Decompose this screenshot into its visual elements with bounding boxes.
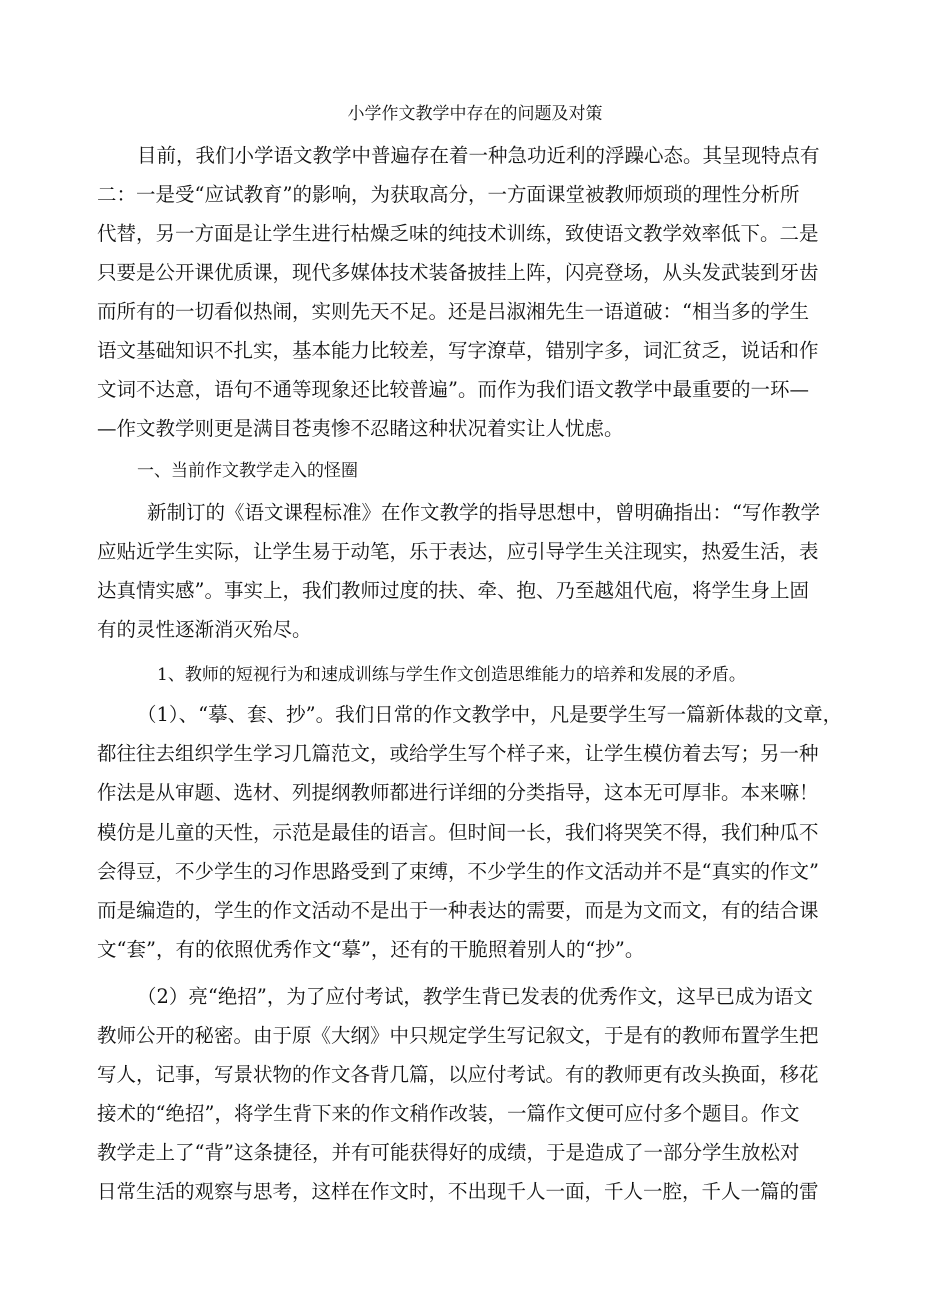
text-line: 会得豆，不少学生的习作思路受到了束缚，不少学生的作文活动并不是“真实的作文” [97,860,819,883]
text-line: 二：一是受“应试教育”的影响，为获取高分，一方面课堂被教师烦琐的理性分析所 [97,183,800,206]
text-line: 新制订的《语文课程标准》在作文教学的指导思想中，曾明确指出：“写作教学 [147,501,820,524]
subsection-heading: 1、教师的短视行为和速成训练与学生作文创造思维能力的培养和发展的矛盾。 [157,665,746,685]
section-heading: 一、当前作文教学走入的怪圈 [137,461,358,481]
text-line: 目前，我们小学语文教学中普遍存在着一种急功近利的浮躁心态。其呈现特点有 [137,144,820,167]
text-line: 语文基础知识不扎实，基本能力比较差，写字潦草，错别字多，词汇贫乏，说话和作 [97,339,819,362]
text-line: （2）亮“绝招”，为了应付考试，教学生背已发表的优秀作文，这早已成为语文 [137,985,813,1008]
text-line: 有的灵性逐渐消灭殆尽。 [97,618,312,641]
text-line: 达真情实感”。事实上，我们教师过度的扶、牵、抱、乃至越俎代庖，将学生身上固 [97,579,809,602]
text-line: 只要是公开课优质课，现代多媒体技术装备披挂上阵，闪亮登场，从头发武装到牙齿 [97,261,819,284]
text-line: 接术的“绝招”，将学生背下来的作文稍作改装，一篇作文便可应付多个题目。作文 [97,1102,800,1125]
text-line: 日常生活的观察与思考，这样在作文时，不出现千人一面，千人一腔，千人一篇的雷 [97,1180,819,1203]
text-line: 文词不达意，语句不通等现象还比较普遍”。而作为我们语文教学中最重要的一环— [97,378,809,401]
text-line: 作法是从审题、选材、列提纲教师都进行详细的分类指导，这本无可厚非。本来嘛！ [97,781,819,804]
text-line: 模仿是儿童的天性，示范是最佳的语言。但时间一长，我们将哭笑不得，我们种瓜不 [97,821,819,844]
text-line: 应贴近学生实际，让学生易于动笔，乐于表达，应引导学生关注现实，热爱生活，表 [97,540,819,563]
text-line: —作文教学则更是满目苍夷惨不忍睹这种状况着实让人忧虑。 [97,417,624,440]
text-line: 文“套”，有的依照优秀作文“摹”，还有的干脆照着别人的“抄”。 [97,938,645,961]
text-line: （1）、“摹、套、抄”。我们日常的作文教学中，凡是要学生写一篇新体裁的文章， [137,703,843,726]
text-line: 写人，记事，写景状物的作文各背几篇，以应付考试。有的教师更有改头换面，移花 [97,1063,819,1086]
text-line: 代替，另一方面是让学生进行枯燥乏味的纯技术训练，致使语文教学效率低下。二是 [97,222,819,245]
text-line: 而是编造的，学生的作文活动不是出于一种表达的需要，而是为文而文，有的结合课 [97,899,819,922]
text-line: 都往往去组织学生学习几篇范文，或给学生写个样子来，让学生模仿着去写；另一种 [97,742,819,765]
text-line: 而所有的一切看似热闹，实则先天不足。还是吕淑湘先生一语道破：“相当多的学生 [97,300,809,323]
document-title: 小学作文教学中存在的问题及对策 [347,104,603,124]
text-line: 教学走上了“背”这条捷径，并有可能获得好的成绩，于是造成了一部分学生放松对 [97,1141,800,1164]
text-line: 教师公开的秘密。由于原《大纲》中只规定学生写记叙文，于是有的教师布置学生把 [97,1024,819,1047]
